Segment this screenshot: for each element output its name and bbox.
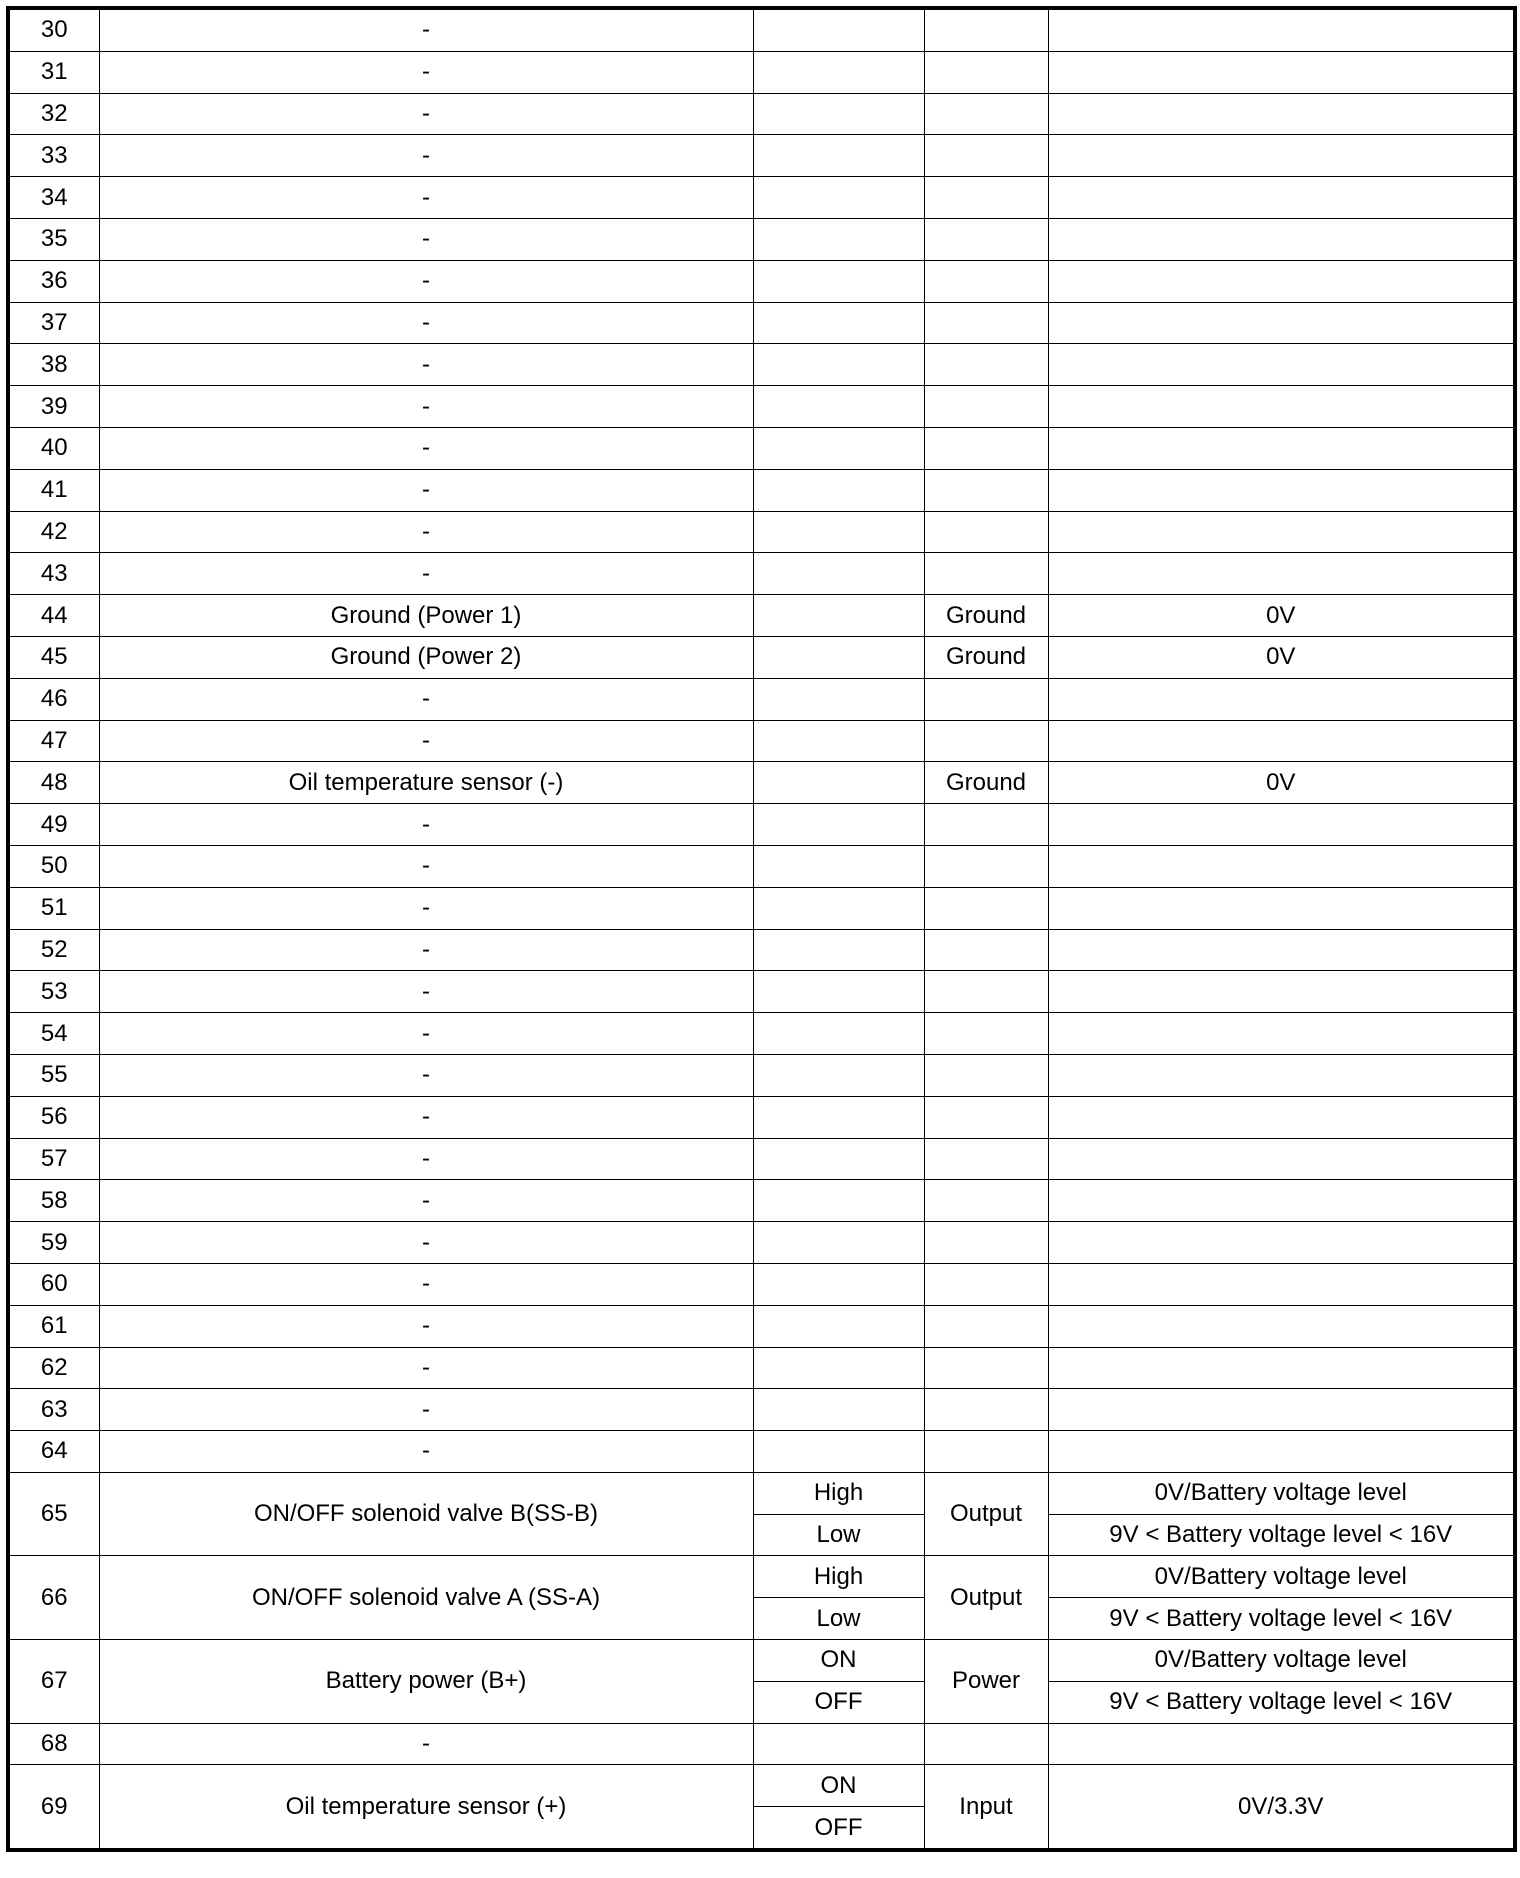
pin-description-cell: - [99, 1305, 753, 1347]
pin-description-cell: Ground (Power 1) [99, 595, 753, 637]
pin-table-body [8, 8, 1515, 1850]
pin-description-cell: - [99, 1431, 753, 1473]
pin-number-cell: 48 [8, 762, 99, 804]
table-row [8, 678, 1515, 720]
pin-number-cell: 43 [8, 553, 99, 595]
pin-number-cell: 67 [8, 1640, 99, 1724]
table-row [8, 218, 1515, 260]
condition-cell [753, 1013, 924, 1055]
table-row [8, 1096, 1515, 1138]
level-spec-cell [1048, 1263, 1515, 1305]
table-row [8, 427, 1515, 469]
table-row [8, 177, 1515, 219]
level-spec-cell [1048, 804, 1515, 846]
level-spec-cell [1048, 218, 1515, 260]
condition-cell [753, 720, 924, 762]
pin-number-cell: 45 [8, 636, 99, 678]
level-spec-cell [1048, 8, 1515, 51]
pin-description-cell: - [99, 1013, 753, 1055]
pin-description-cell: - [99, 386, 753, 428]
table-row [8, 971, 1515, 1013]
signal-type-cell [924, 218, 1048, 260]
pin-description-cell: - [99, 511, 753, 553]
pin-number-cell: 59 [8, 1222, 99, 1264]
pin-description-cell: - [99, 971, 753, 1013]
condition-cell [753, 469, 924, 511]
level-spec-cell [1048, 1431, 1515, 1473]
level-spec-cell [1048, 1138, 1515, 1180]
pin-description-cell: - [99, 8, 753, 51]
signal-type-cell: Input [924, 1765, 1048, 1850]
condition-cell [753, 218, 924, 260]
table-row [8, 929, 1515, 971]
level-spec-cell [1048, 845, 1515, 887]
pin-description-cell: - [99, 93, 753, 135]
pin-number-cell: 61 [8, 1305, 99, 1347]
table-row [8, 1138, 1515, 1180]
signal-type-cell [924, 1096, 1048, 1138]
pin-number-cell: 53 [8, 971, 99, 1013]
table-row [8, 1222, 1515, 1264]
signal-type-cell: Power [924, 1640, 1048, 1724]
pin-description-cell: - [99, 469, 753, 511]
condition-cell [753, 1389, 924, 1431]
pin-number-cell: 36 [8, 260, 99, 302]
level-spec-cell [1048, 1222, 1515, 1264]
level-spec-cell [1048, 302, 1515, 344]
pin-description-cell: - [99, 887, 753, 929]
level-spec-cell: 9V < Battery voltage level < 16V [1048, 1681, 1515, 1723]
pin-description-cell: Oil temperature sensor (-) [99, 762, 753, 804]
pin-description-cell: - [99, 260, 753, 302]
pin-number-cell: 60 [8, 1263, 99, 1305]
signal-type-cell: Output [924, 1556, 1048, 1640]
level-spec-cell [1048, 720, 1515, 762]
level-spec-cell [1048, 344, 1515, 386]
pin-description-cell: - [99, 1263, 753, 1305]
signal-type-cell: Output [924, 1472, 1048, 1556]
table-row [8, 344, 1515, 386]
level-spec-cell [1048, 887, 1515, 929]
table-row [8, 1389, 1515, 1431]
pin-number-cell: 58 [8, 1180, 99, 1222]
pin-table [6, 6, 1517, 1852]
table-row [8, 386, 1515, 428]
level-spec-cell [1048, 511, 1515, 553]
pin-number-cell: 55 [8, 1054, 99, 1096]
level-spec-cell [1048, 135, 1515, 177]
pin-number-cell: 63 [8, 1389, 99, 1431]
condition-cell [753, 971, 924, 1013]
condition-cell [753, 302, 924, 344]
pin-description-cell: - [99, 302, 753, 344]
pin-number-cell: 68 [8, 1723, 99, 1765]
pin-description-cell: - [99, 1096, 753, 1138]
condition-cell [753, 51, 924, 93]
pin-description-cell: - [99, 553, 753, 595]
signal-type-cell [924, 720, 1048, 762]
level-spec-cell [1048, 1389, 1515, 1431]
signal-type-cell [924, 1263, 1048, 1305]
condition-cell [753, 1138, 924, 1180]
condition-cell [753, 1054, 924, 1096]
connector-pin-table-page [6, 6, 1517, 1852]
signal-type-cell [924, 93, 1048, 135]
signal-type-cell [924, 1222, 1048, 1264]
table-row [8, 1305, 1515, 1347]
pin-number-cell: 34 [8, 177, 99, 219]
signal-type-cell [924, 427, 1048, 469]
level-spec-cell [1048, 1180, 1515, 1222]
pin-number-cell: 56 [8, 1096, 99, 1138]
table-row [8, 1472, 1515, 1514]
table-row [8, 1263, 1515, 1305]
signal-type-cell [924, 135, 1048, 177]
condition-cell [753, 344, 924, 386]
table-row [8, 1347, 1515, 1389]
signal-type-cell [924, 1180, 1048, 1222]
level-spec-cell [1048, 929, 1515, 971]
level-spec-cell [1048, 93, 1515, 135]
condition-cell [753, 93, 924, 135]
condition-cell [753, 762, 924, 804]
table-row [8, 469, 1515, 511]
pin-number-cell: 42 [8, 511, 99, 553]
signal-type-cell [924, 260, 1048, 302]
table-row [8, 8, 1515, 51]
condition-cell [753, 260, 924, 302]
pin-number-cell: 44 [8, 595, 99, 637]
signal-type-cell [924, 1013, 1048, 1055]
pin-number-cell: 40 [8, 427, 99, 469]
level-spec-cell [1048, 1723, 1515, 1765]
pin-description-cell: - [99, 135, 753, 177]
level-spec-cell [1048, 469, 1515, 511]
signal-type-cell [924, 929, 1048, 971]
table-row [8, 636, 1515, 678]
table-row [8, 511, 1515, 553]
pin-number-cell: 39 [8, 386, 99, 428]
table-row [8, 804, 1515, 846]
condition-cell: Low [753, 1598, 924, 1640]
signal-type-cell [924, 1138, 1048, 1180]
pin-description-cell: Ground (Power 2) [99, 636, 753, 678]
condition-cell: ON [753, 1640, 924, 1682]
pin-description-cell: - [99, 678, 753, 720]
pin-description-cell: - [99, 344, 753, 386]
level-spec-cell: 9V < Battery voltage level < 16V [1048, 1598, 1515, 1640]
pin-description-cell: - [99, 177, 753, 219]
pin-number-cell: 69 [8, 1765, 99, 1850]
signal-type-cell [924, 1431, 1048, 1473]
condition-cell: Low [753, 1514, 924, 1556]
condition-cell [753, 177, 924, 219]
condition-cell [753, 1222, 924, 1264]
table-row [8, 1640, 1515, 1682]
condition-cell [753, 1431, 924, 1473]
pin-description-cell: - [99, 1180, 753, 1222]
condition-cell [753, 135, 924, 177]
table-row [8, 762, 1515, 804]
table-row [8, 1431, 1515, 1473]
table-row [8, 1556, 1515, 1598]
pin-description-cell: - [99, 218, 753, 260]
pin-number-cell: 46 [8, 678, 99, 720]
pin-number-cell: 33 [8, 135, 99, 177]
condition-cell [753, 929, 924, 971]
signal-type-cell [924, 344, 1048, 386]
signal-type-cell [924, 845, 1048, 887]
condition-cell: OFF [753, 1681, 924, 1723]
level-spec-cell: 9V < Battery voltage level < 16V [1048, 1514, 1515, 1556]
condition-cell [753, 8, 924, 51]
condition-cell [753, 427, 924, 469]
signal-type-cell: Ground [924, 636, 1048, 678]
signal-type-cell [924, 8, 1048, 51]
signal-type-cell [924, 1305, 1048, 1347]
signal-type-cell [924, 386, 1048, 428]
level-spec-cell [1048, 1013, 1515, 1055]
level-spec-cell [1048, 1054, 1515, 1096]
pin-description-cell: ON/OFF solenoid valve B(SS-B) [99, 1472, 753, 1556]
signal-type-cell [924, 887, 1048, 929]
table-row [8, 1765, 1515, 1807]
condition-cell [753, 1347, 924, 1389]
level-spec-cell: 0V/Battery voltage level [1048, 1556, 1515, 1598]
signal-type-cell [924, 302, 1048, 344]
pin-number-cell: 38 [8, 344, 99, 386]
pin-description-cell: - [99, 427, 753, 469]
level-spec-cell [1048, 971, 1515, 1013]
condition-cell: High [753, 1472, 924, 1514]
pin-number-cell: 62 [8, 1347, 99, 1389]
level-spec-cell [1048, 427, 1515, 469]
condition-cell [753, 511, 924, 553]
table-row [8, 93, 1515, 135]
pin-description-cell: - [99, 929, 753, 971]
pin-number-cell: 51 [8, 887, 99, 929]
pin-number-cell: 50 [8, 845, 99, 887]
signal-type-cell [924, 511, 1048, 553]
signal-type-cell: Ground [924, 595, 1048, 637]
pin-description-cell: - [99, 845, 753, 887]
condition-cell [753, 1263, 924, 1305]
pin-number-cell: 66 [8, 1556, 99, 1640]
level-spec-cell [1048, 1347, 1515, 1389]
condition-cell [753, 887, 924, 929]
signal-type-cell [924, 971, 1048, 1013]
level-spec-cell [1048, 260, 1515, 302]
table-row [8, 720, 1515, 762]
signal-type-cell [924, 1723, 1048, 1765]
level-spec-cell [1048, 51, 1515, 93]
table-row [8, 1054, 1515, 1096]
signal-type-cell: Ground [924, 762, 1048, 804]
pin-number-cell: 37 [8, 302, 99, 344]
pin-description-cell: - [99, 720, 753, 762]
pin-description-cell: - [99, 804, 753, 846]
signal-type-cell [924, 1389, 1048, 1431]
level-spec-cell [1048, 678, 1515, 720]
pin-number-cell: 54 [8, 1013, 99, 1055]
condition-cell [753, 595, 924, 637]
condition-cell [753, 1305, 924, 1347]
pin-description-cell: - [99, 1347, 753, 1389]
level-spec-cell: 0V/Battery voltage level [1048, 1640, 1515, 1682]
condition-cell [753, 678, 924, 720]
level-spec-cell [1048, 1305, 1515, 1347]
condition-cell [753, 553, 924, 595]
level-spec-cell: 0V [1048, 595, 1515, 637]
level-spec-cell [1048, 386, 1515, 428]
level-spec-cell: 0V/Battery voltage level [1048, 1472, 1515, 1514]
pin-number-cell: 64 [8, 1431, 99, 1473]
level-spec-cell: 0V [1048, 762, 1515, 804]
pin-number-cell: 65 [8, 1472, 99, 1556]
condition-cell [753, 804, 924, 846]
table-row [8, 1180, 1515, 1222]
table-row [8, 845, 1515, 887]
table-row [8, 553, 1515, 595]
pin-number-cell: 30 [8, 8, 99, 51]
condition-cell [753, 636, 924, 678]
pin-number-cell: 52 [8, 929, 99, 971]
level-spec-cell: 0V [1048, 636, 1515, 678]
signal-type-cell [924, 553, 1048, 595]
table-row [8, 302, 1515, 344]
pin-number-cell: 31 [8, 51, 99, 93]
condition-cell [753, 1723, 924, 1765]
pin-number-cell: 41 [8, 469, 99, 511]
pin-description-cell: - [99, 1723, 753, 1765]
pin-description-cell: - [99, 1222, 753, 1264]
pin-description-cell: ON/OFF solenoid valve A (SS-A) [99, 1556, 753, 1640]
level-spec-cell [1048, 177, 1515, 219]
signal-type-cell [924, 1347, 1048, 1389]
condition-cell: ON [753, 1765, 924, 1807]
pin-description-cell: - [99, 1138, 753, 1180]
condition-cell: High [753, 1556, 924, 1598]
pin-description-cell: - [99, 51, 753, 93]
pin-number-cell: 47 [8, 720, 99, 762]
pin-description-cell: - [99, 1389, 753, 1431]
signal-type-cell [924, 177, 1048, 219]
signal-type-cell [924, 804, 1048, 846]
table-row [8, 595, 1515, 637]
pin-description-cell: Battery power (B+) [99, 1640, 753, 1724]
table-row [8, 1013, 1515, 1055]
signal-type-cell [924, 469, 1048, 511]
condition-cell [753, 1180, 924, 1222]
level-spec-cell: 0V/3.3V [1048, 1765, 1515, 1850]
table-row [8, 260, 1515, 302]
pin-description-cell: Oil temperature sensor (+) [99, 1765, 753, 1850]
table-row [8, 887, 1515, 929]
pin-number-cell: 49 [8, 804, 99, 846]
condition-cell [753, 1096, 924, 1138]
level-spec-cell [1048, 553, 1515, 595]
signal-type-cell [924, 51, 1048, 93]
signal-type-cell [924, 1054, 1048, 1096]
condition-cell [753, 845, 924, 887]
pin-description-cell: - [99, 1054, 753, 1096]
level-spec-cell [1048, 1096, 1515, 1138]
table-row [8, 51, 1515, 93]
condition-cell [753, 386, 924, 428]
table-row [8, 135, 1515, 177]
pin-number-cell: 35 [8, 218, 99, 260]
pin-number-cell: 32 [8, 93, 99, 135]
table-row [8, 1723, 1515, 1765]
condition-cell: OFF [753, 1807, 924, 1850]
pin-number-cell: 57 [8, 1138, 99, 1180]
signal-type-cell [924, 678, 1048, 720]
